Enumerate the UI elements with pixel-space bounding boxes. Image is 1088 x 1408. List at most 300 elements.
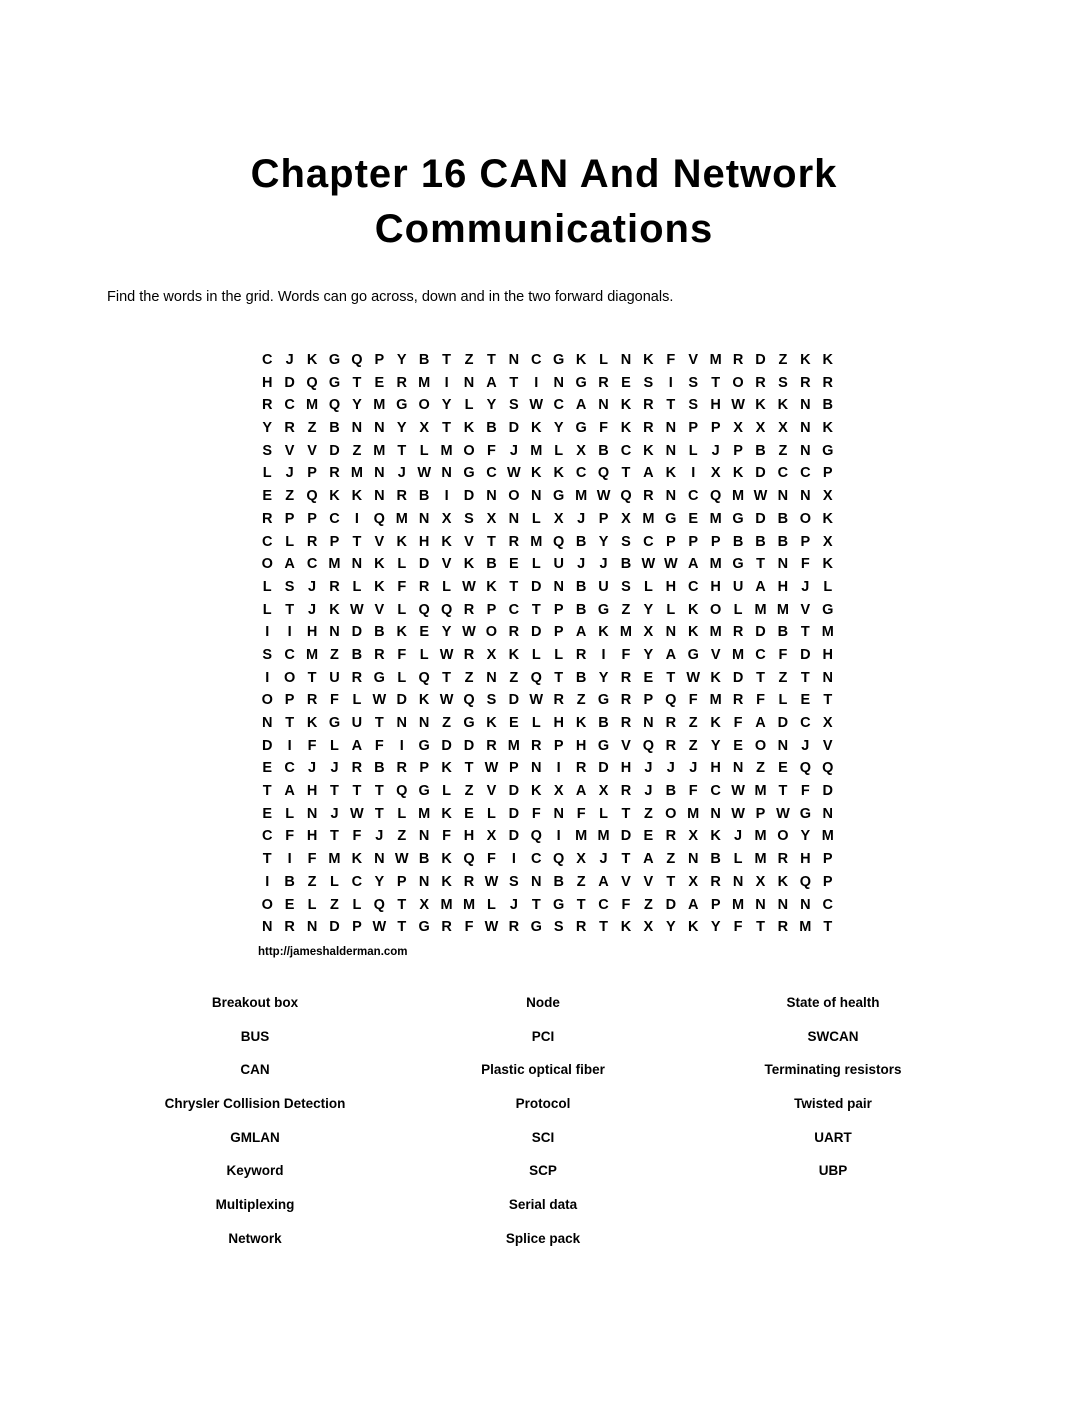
grid-letter: L [352,578,362,595]
grid-letter: S [621,533,631,550]
word-list-item: Twisted pair [794,1096,872,1112]
grid-row [256,621,839,644]
grid-letter: Y [486,397,497,414]
grid-letter: Z [778,442,788,459]
grid-letter: E [374,374,385,391]
grid-letter: B [732,533,744,550]
grid-letter: N [508,510,520,527]
grid-letter: R [575,760,587,777]
grid-letter: T [487,352,496,368]
grid-letter: R [777,851,789,868]
grid-letter: H [306,624,318,641]
grid-letter: F [688,692,698,709]
grid-letter: K [486,715,497,731]
grid-letter: M [732,646,745,663]
grid-letter: L [419,442,429,459]
grid-letter: G [553,488,565,505]
grid-letter: R [306,692,318,709]
grid-letter: Z [778,352,788,368]
grid-letter: N [486,669,497,686]
grid-row [256,780,839,803]
grid-row [256,485,839,508]
grid-letter: J [644,760,653,777]
grid-letter: R [620,715,632,731]
word-list-item: Splice pack [505,1230,581,1246]
grid-letter: R [800,374,811,391]
grid-letter: P [509,760,519,777]
grid-letter: K [486,578,497,595]
grid-letter: B [418,352,430,368]
grid-letter: T [576,896,586,913]
grid-letter: W [529,397,544,414]
grid-letter: S [688,374,699,391]
grid-letter: I [287,851,292,868]
grid-letter: S [262,442,273,459]
grid-letter: T [397,919,407,936]
grid-letter: V [800,601,811,618]
grid-letter: G [530,919,542,936]
grid-letter: R [620,783,632,800]
grid-letter: B [755,533,766,550]
grid-letter: X [688,873,699,890]
grid-letter: O [508,488,520,505]
grid-letter: M [306,646,319,663]
grid-letter: M [821,624,834,641]
grid-letter: G [575,374,587,391]
grid-letter: E [419,624,429,641]
grid-letter: Q [799,760,811,777]
grid-letter: M [462,896,476,913]
grid-letter: M [575,828,588,845]
grid-letter: D [508,805,520,822]
grid-letter: L [666,601,676,618]
grid-letter: N [306,919,318,936]
grid-letter: C [486,465,497,482]
grid-letter: Q [418,669,430,686]
grid-letter: L [307,896,317,913]
grid-letter: M [799,919,812,936]
word-list-item: UBP [818,1163,848,1179]
grid-letter: S [464,510,474,527]
grid-letter: X [486,646,497,663]
grid-row [256,916,839,939]
grid-letter: D [755,624,766,641]
grid-letter: T [442,352,452,368]
grid-letter: R [732,624,744,641]
grid-letter: B [575,601,587,618]
grid-letter: G [396,397,408,414]
grid-letter: M [709,692,722,709]
grid-letter: N [643,715,654,731]
grid-letter: I [265,624,270,641]
grid-letter: L [531,510,541,527]
grid-letter: C [531,352,542,368]
grid-letter: T [554,669,564,686]
grid-letter: T [621,465,631,482]
grid-letter: N [306,805,318,822]
grid-letter: L [688,442,698,459]
grid-letter: J [644,783,653,800]
grid-letter: J [285,352,294,368]
grid-letter: D [531,624,542,641]
grid-letter: J [599,851,608,868]
grid-letter: I [511,851,516,868]
grid-row [256,894,839,917]
grid-letter: T [531,601,541,618]
grid-letter: K [710,828,721,845]
grid-letter: B [329,420,340,437]
grid-letter: C [261,828,273,845]
grid-letter: X [755,873,766,890]
grid-letter: H [620,760,632,777]
grid-letter: C [800,465,811,482]
grid-letter: K [777,397,789,414]
word-list-item: UART [814,1129,852,1145]
grid-letter: V [374,533,385,550]
grid-letter: C [643,533,654,550]
grid-row [256,531,839,554]
grid-letter: J [689,760,698,777]
grid-letter: B [553,873,564,890]
grid-letter: R [329,465,340,482]
grid-letter: Q [620,488,632,505]
grid-letter: C [777,465,789,482]
grid-letter: Y [396,420,407,437]
grid-letter: C [620,442,632,459]
word-list-item: SWCAN [807,1028,859,1044]
grid-letter: E [509,715,519,731]
grid-letter: T [509,374,519,391]
grid-letter: W [462,578,476,595]
grid-letter: R [755,374,766,391]
grid-letter: B [755,442,766,459]
grid-letter: X [486,828,497,845]
grid-letter: L [778,692,788,709]
grid-letter: Q [328,397,341,414]
grid-letter: D [755,352,766,368]
grid-letter: O [261,896,273,913]
grid-letter: B [620,556,632,573]
grid-letter: W [507,465,521,482]
grid-letter: X [576,851,586,868]
grid-letter: F [397,578,407,595]
grid-letter: U [329,669,340,686]
grid-letter: H [710,578,721,595]
grid-letter: R [486,737,497,754]
grid-letter: F [688,783,698,800]
grid-letter: I [691,465,696,482]
grid-letter: Z [688,715,698,731]
grid-letter: V [643,873,654,890]
grid-letter: X [576,442,586,459]
grid-letter: N [777,556,789,573]
grid-letter: P [284,692,295,709]
word-list-item: BUS [240,1028,270,1044]
grid-letter: L [285,805,295,822]
grid-letter: M [687,805,700,822]
grid-letter: R [418,578,430,595]
grid-letter: Z [643,896,653,913]
grid-row [256,462,839,485]
grid-letter: N [261,919,273,936]
grid-letter: K [441,760,452,777]
grid-letter: B [575,578,587,595]
grid-letter: Q [530,828,542,845]
grid-letter: Z [576,873,586,890]
grid-letter: K [643,442,654,459]
grid-letter: Y [598,533,609,550]
grid-letter: G [328,352,341,368]
grid-letter: P [688,533,699,550]
grid-letter: P [755,805,766,822]
grid-letter: R [351,669,363,686]
grid-letter: C [284,646,295,663]
grid-letter: R [463,601,475,618]
grid-letter: Q [306,488,318,505]
page-title-line-1: Chapter 16 CAN And Network [250,152,838,196]
grid-letter: A [575,624,587,641]
grid-letter: P [352,919,362,936]
word-list-item: Serial data [508,1197,578,1213]
grid-letter: N [710,805,721,822]
grid-letter: N [732,760,744,777]
grid-letter: H [800,851,811,868]
grid-letter: D [396,692,407,709]
grid-letter: B [777,510,789,527]
grid-letter: R [822,374,833,391]
grid-letter: F [621,646,631,663]
grid-letter: H [306,828,318,845]
grid-letter: R [665,828,677,845]
grid-letter: A [575,397,587,414]
grid-letter: K [306,352,318,368]
grid-letter: W [596,488,611,505]
grid-letter: P [419,760,429,777]
grid-letter: R [508,919,520,936]
source-url: http://jameshalderman.com [258,946,408,958]
grid-letter: D [800,646,811,663]
grid-letter: E [262,805,273,822]
grid-letter: C [687,488,699,505]
grid-letter: X [778,420,788,437]
grid-letter: X [755,420,766,437]
grid-letter: T [352,533,362,550]
grid-letter: N [374,465,385,482]
grid-letter: Z [307,873,317,890]
grid-letter: B [777,624,789,641]
grid-letter: T [262,783,272,800]
grid-letter: G [418,783,430,800]
grid-letter: B [486,420,497,437]
grid-letter: M [440,896,453,913]
grid-letter: Y [352,397,362,414]
grid-letter: L [487,896,496,913]
grid-letter: L [531,715,541,731]
grid-row [256,394,839,417]
grid-letter: C [598,896,609,913]
grid-letter: L [262,578,272,595]
grid-row [256,803,839,826]
grid-letter: G [463,465,475,482]
grid-letter: M [732,896,745,913]
grid-letter: M [709,510,722,527]
grid-letter: J [308,601,317,618]
grid-letter: Z [688,737,698,754]
grid-letter: N [598,397,609,414]
grid-letter: Q [306,374,318,391]
grid-letter: H [822,646,833,663]
grid-letter: N [418,828,430,845]
grid-letter: Y [665,919,676,936]
grid-letter: Z [397,828,407,845]
grid-letter: A [598,873,609,890]
grid-letter: T [756,669,765,686]
grid-letter: K [687,601,699,618]
word-list-item: Network [228,1230,282,1246]
grid-letter: D [441,737,452,754]
grid-letter: R [463,646,475,663]
grid-letter: L [352,692,362,709]
grid-letter: B [598,442,609,459]
word-list-item: Plastic optical fiber [481,1062,605,1078]
grid-letter: W [484,873,499,890]
grid-letter: W [462,624,476,641]
grid-letter: D [732,669,744,686]
word-list-item: Breakout box [211,995,299,1010]
grid-letter: X [486,510,497,527]
grid-letter: W [439,692,454,709]
grid-letter: F [397,646,407,663]
word-list-item: Keyword [226,1163,284,1179]
word-list-item: CAN [240,1062,270,1078]
grid-letter: M [373,442,386,459]
grid-letter: W [731,397,745,414]
grid-letter: M [754,828,767,845]
grid-letter: D [777,715,789,731]
grid-letter: H [777,578,789,595]
grid-letter: C [351,873,363,890]
grid-letter: N [396,715,407,731]
grid-letter: L [823,578,833,595]
grid-letter: J [285,465,294,482]
grid-letter: G [665,510,677,527]
grid-letter: E [262,760,273,777]
grid-letter: R [284,919,295,936]
grid-letter: I [534,374,539,391]
grid-letter: U [732,578,744,595]
grid-letter: W [663,556,678,573]
grid-letter: R [665,715,677,731]
grid-letter: W [686,669,701,686]
grid-letter: C [800,715,811,731]
word-list-column-2 [481,986,605,1256]
grid-letter: H [575,737,587,754]
grid-letter: T [285,715,295,731]
grid-letter: N [441,465,452,482]
grid-letter: V [441,556,452,573]
grid-letter: W [641,556,656,573]
grid-letter: C [755,646,766,663]
grid-letter: L [419,646,429,663]
grid-letter: P [822,465,833,482]
grid-letter: P [710,533,721,550]
grid-letter: S [486,692,497,709]
grid-letter: Q [396,783,408,800]
grid-letter: N [261,715,273,731]
grid-letter: A [486,374,497,391]
grid-letter: O [665,805,677,822]
grid-letter: T [823,919,833,936]
grid-letter: I [287,737,292,754]
grid-letter: N [418,510,430,527]
grid-letter: D [508,692,520,709]
grid-letter: L [531,646,541,663]
grid-letter: D [418,556,430,573]
grid-letter: R [508,624,520,641]
grid-letter: K [822,352,833,368]
grid-letter: F [487,442,496,459]
grid-letter: F [531,805,541,822]
grid-letter: K [687,624,699,641]
grid-letter: G [597,737,610,754]
word-list-item: Node [526,995,560,1010]
grid-letter: T [307,669,317,686]
grid-letter: R [598,374,609,391]
grid-letter: Z [330,646,339,663]
grid-letter: P [800,533,811,550]
grid-letter: C [575,465,587,482]
grid-letter: K [441,533,452,550]
grid-letter: E [284,896,295,913]
grid-letter: X [733,420,743,437]
grid-letter: S [778,374,788,391]
grid-letter: W [776,805,790,822]
grid-letter: J [801,578,810,595]
grid-letter: Z [778,669,788,686]
grid-letter: K [575,352,587,368]
grid-letter: R [261,510,273,527]
grid-letter: T [509,578,519,595]
grid-letter: N [531,873,542,890]
instructions-text: Find the words in the grid. Words can go across, down and in the two forward diagonals. [107,289,674,305]
grid-letter: L [442,578,452,595]
grid-letter: Z [621,601,631,618]
grid-letter: R [620,692,632,709]
grid-letter: L [733,601,743,618]
grid-letter: N [351,420,363,437]
grid-row [256,599,839,622]
grid-letter: R [643,397,654,414]
grid-letter: R [508,533,520,550]
grid-letter: C [508,601,520,618]
grid-letter: Y [710,919,721,936]
grid-row [256,417,839,440]
grid-letter: I [444,374,449,391]
grid-letter: W [372,692,387,709]
grid-letter: P [688,420,699,437]
grid-letter: D [284,374,295,391]
grid-letter: G [373,669,385,686]
grid-letter: T [599,919,608,936]
grid-row [256,757,839,780]
grid-letter: B [777,533,789,550]
grid-letter: T [352,374,362,391]
grid-letter: G [328,374,341,391]
grid-letter: E [621,374,631,391]
grid-letter: O [463,442,475,459]
grid-letter: L [442,783,452,800]
grid-letter: L [397,805,407,822]
